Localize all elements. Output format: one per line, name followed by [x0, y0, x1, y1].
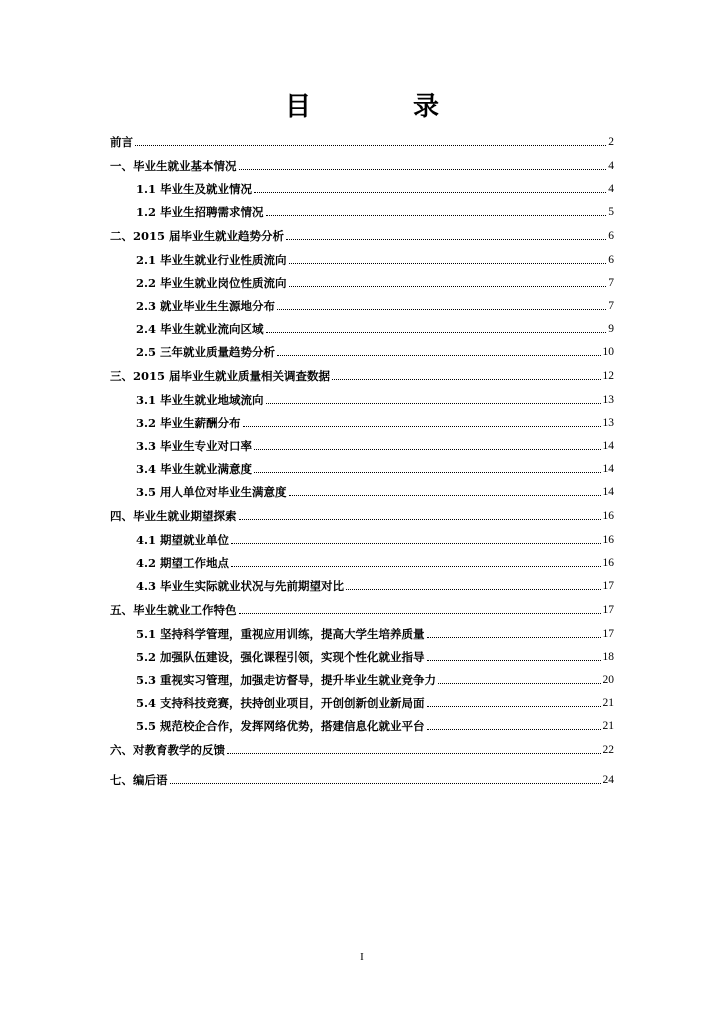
- toc-entry-page: 18: [602, 651, 614, 663]
- dot-leader: [239, 169, 607, 170]
- toc-entry-section-6[interactable]: [110, 739, 614, 757]
- toc-entry-text: 五、毕业生就业工作特色: [110, 603, 237, 617]
- toc-entry-text: 2.5 三年就业质量趋势分析: [136, 345, 276, 359]
- toc-entry-page: 14: [602, 440, 614, 452]
- page-number: I: [360, 951, 364, 963]
- toc-entry-section-5[interactable]: [110, 599, 614, 617]
- toc-entry-section-2[interactable]: [110, 225, 614, 243]
- toc-entry-text: 一、毕业生就业基本情况: [110, 159, 237, 173]
- dot-leader: [289, 286, 607, 287]
- toc-entry-text: 4.2 期望工作地点: [136, 556, 230, 570]
- toc-entry-text: 3.4 毕业生就业满意度: [136, 462, 253, 476]
- toc-entry-text: 2.4 毕业生就业流向区域: [136, 322, 264, 336]
- toc-entry-text: 5.1 坚持科学管理，重视应用训练，提高大学生培养质量: [136, 627, 425, 641]
- toc-entry-5-4[interactable]: [110, 692, 614, 710]
- toc-entry-page: 12: [602, 370, 614, 382]
- toc-entry-page: 7: [608, 300, 614, 312]
- toc-entry-section-7[interactable]: [110, 769, 614, 787]
- toc-entry-text: 4.3 毕业生实际就业状况与先前期望对比: [136, 579, 345, 593]
- dot-leader: [438, 683, 600, 684]
- dot-leader: [239, 613, 601, 614]
- dot-leader: [231, 543, 600, 544]
- toc-entry-5-1[interactable]: [110, 623, 614, 641]
- toc-entry-text: 七、编后语: [110, 773, 168, 787]
- dot-leader: [427, 729, 601, 730]
- toc-entry-2-3[interactable]: [110, 295, 614, 313]
- toc-entry-text: 六、对教育教学的反馈: [110, 743, 225, 757]
- toc-entry-text: 1.2 毕业生招聘需求情况: [136, 205, 264, 219]
- dot-leader: [427, 660, 601, 661]
- toc-entry-2-2[interactable]: [110, 272, 614, 290]
- toc-entry-page: 16: [602, 557, 614, 569]
- toc-entry-text: 5.3 重视实习管理，加强走访督导，提升毕业生就业竞争力: [136, 673, 437, 687]
- toc-entry-page: 5: [608, 206, 614, 218]
- toc-entry-page: 16: [602, 534, 614, 546]
- toc-entry-text: 5.2 加强队伍建设，强化课程引领，实现个性化就业指导: [136, 650, 425, 664]
- dot-leader: [266, 332, 607, 333]
- toc-entry-text: 3.1 毕业生就业地域流向: [136, 393, 264, 407]
- toc-entry-page: 9: [608, 323, 614, 335]
- toc-entry-page: 17: [602, 628, 614, 640]
- dot-leader: [427, 637, 601, 638]
- toc-entry-1-2[interactable]: [110, 201, 614, 219]
- toc-entry-text: 四、毕业生就业期望探索: [110, 509, 237, 523]
- toc-entry-text: 三、2015 届毕业生就业质量相关调查数据: [110, 369, 331, 383]
- toc-entry-page: 20: [602, 674, 614, 686]
- dot-leader: [239, 519, 601, 520]
- toc-entry-1-1[interactable]: [110, 178, 614, 196]
- toc-entry-page: 21: [602, 720, 614, 732]
- toc-entry-text: 5.4 支持科技竞赛，扶持创业项目，开创创新创业新局面: [136, 696, 425, 710]
- toc-entry-4-2[interactable]: [110, 552, 614, 570]
- dot-leader: [227, 753, 601, 754]
- toc-entry-page: 17: [602, 604, 614, 616]
- toc-entry-text: 2.3 就业毕业生生源地分布: [136, 299, 276, 313]
- dot-leader: [231, 566, 600, 567]
- toc-entry-text: 2.1 毕业生就业行业性质流向: [136, 253, 287, 267]
- toc-entry-text: 2.2 毕业生就业岗位性质流向: [136, 276, 287, 290]
- toc-entry-2-4[interactable]: [110, 318, 614, 336]
- dot-leader: [332, 379, 600, 380]
- toc-entry-section-4[interactable]: [110, 505, 614, 523]
- toc-entry-text: 5.5 规范校企合作，发挥网络优势，搭建信息化就业平台: [136, 719, 425, 733]
- toc-entry-2-5[interactable]: [110, 341, 614, 359]
- dot-leader: [289, 263, 607, 264]
- toc-entry-text: 二、2015 届毕业生就业趋势分析: [110, 229, 285, 243]
- toc-entry-text: 1.1 毕业生及就业情况: [136, 182, 253, 196]
- dot-leader: [289, 495, 601, 496]
- toc-entry-3-1[interactable]: [110, 389, 614, 407]
- dot-leader: [254, 472, 600, 473]
- page-title: 目 录: [284, 92, 477, 122]
- toc-entry-4-1[interactable]: [110, 529, 614, 547]
- toc-entry-text: 前言: [110, 135, 133, 149]
- toc-entry-preface[interactable]: [110, 131, 614, 149]
- toc-entry-page: 14: [602, 463, 614, 475]
- toc-entry-page: 13: [602, 394, 614, 406]
- toc-entry-5-3[interactable]: [110, 669, 614, 687]
- toc-entry-section-3[interactable]: [110, 365, 614, 383]
- toc-entry-2-1[interactable]: [110, 249, 614, 267]
- dot-leader: [346, 589, 600, 590]
- dot-leader: [266, 215, 607, 216]
- dot-leader: [286, 239, 606, 240]
- toc-entry-5-5[interactable]: [110, 715, 614, 733]
- dot-leader: [277, 355, 600, 356]
- toc-entry-3-4[interactable]: [110, 458, 614, 476]
- toc-entry-3-3[interactable]: [110, 435, 614, 453]
- dot-leader: [427, 706, 601, 707]
- toc-entry-3-2[interactable]: [110, 412, 614, 430]
- toc-entry-page: 6: [608, 254, 614, 266]
- dot-leader: [277, 309, 606, 310]
- toc-entry-page: 16: [602, 510, 614, 522]
- toc-entry-page: 4: [608, 160, 614, 172]
- dot-leader: [254, 192, 606, 193]
- toc-entry-page: 24: [602, 774, 614, 786]
- dot-leader: [135, 145, 606, 146]
- toc-entry-3-5[interactable]: [110, 481, 614, 499]
- toc-entry-text: 4.1 期望就业单位: [136, 533, 230, 547]
- dot-leader: [243, 426, 601, 427]
- toc-entry-page: 21: [602, 697, 614, 709]
- toc-entry-text: 3.3 毕业生专业对口率: [136, 439, 253, 453]
- dot-leader: [266, 403, 601, 404]
- dot-leader: [254, 449, 600, 450]
- toc-entry-text: 3.5 用人单位对毕业生满意度: [136, 485, 287, 499]
- toc-entry-page: 17: [602, 580, 614, 592]
- toc-entry-text: 3.2 毕业生薪酬分布: [136, 416, 241, 430]
- toc-entry-section-1[interactable]: [110, 155, 614, 173]
- dot-leader: [170, 783, 601, 784]
- toc-entry-page: 10: [602, 346, 614, 358]
- toc-entry-page: 4: [608, 183, 614, 195]
- toc-entry-page: 14: [602, 486, 614, 498]
- toc-entry-5-2[interactable]: [110, 646, 614, 664]
- toc-entry-page: 7: [608, 277, 614, 289]
- toc-entry-page: 2: [608, 136, 614, 148]
- toc-entry-page: 22: [602, 744, 614, 756]
- toc-entry-page: 6: [608, 230, 614, 242]
- toc-entry-page: 13: [602, 417, 614, 429]
- toc-entry-4-3[interactable]: [110, 575, 614, 593]
